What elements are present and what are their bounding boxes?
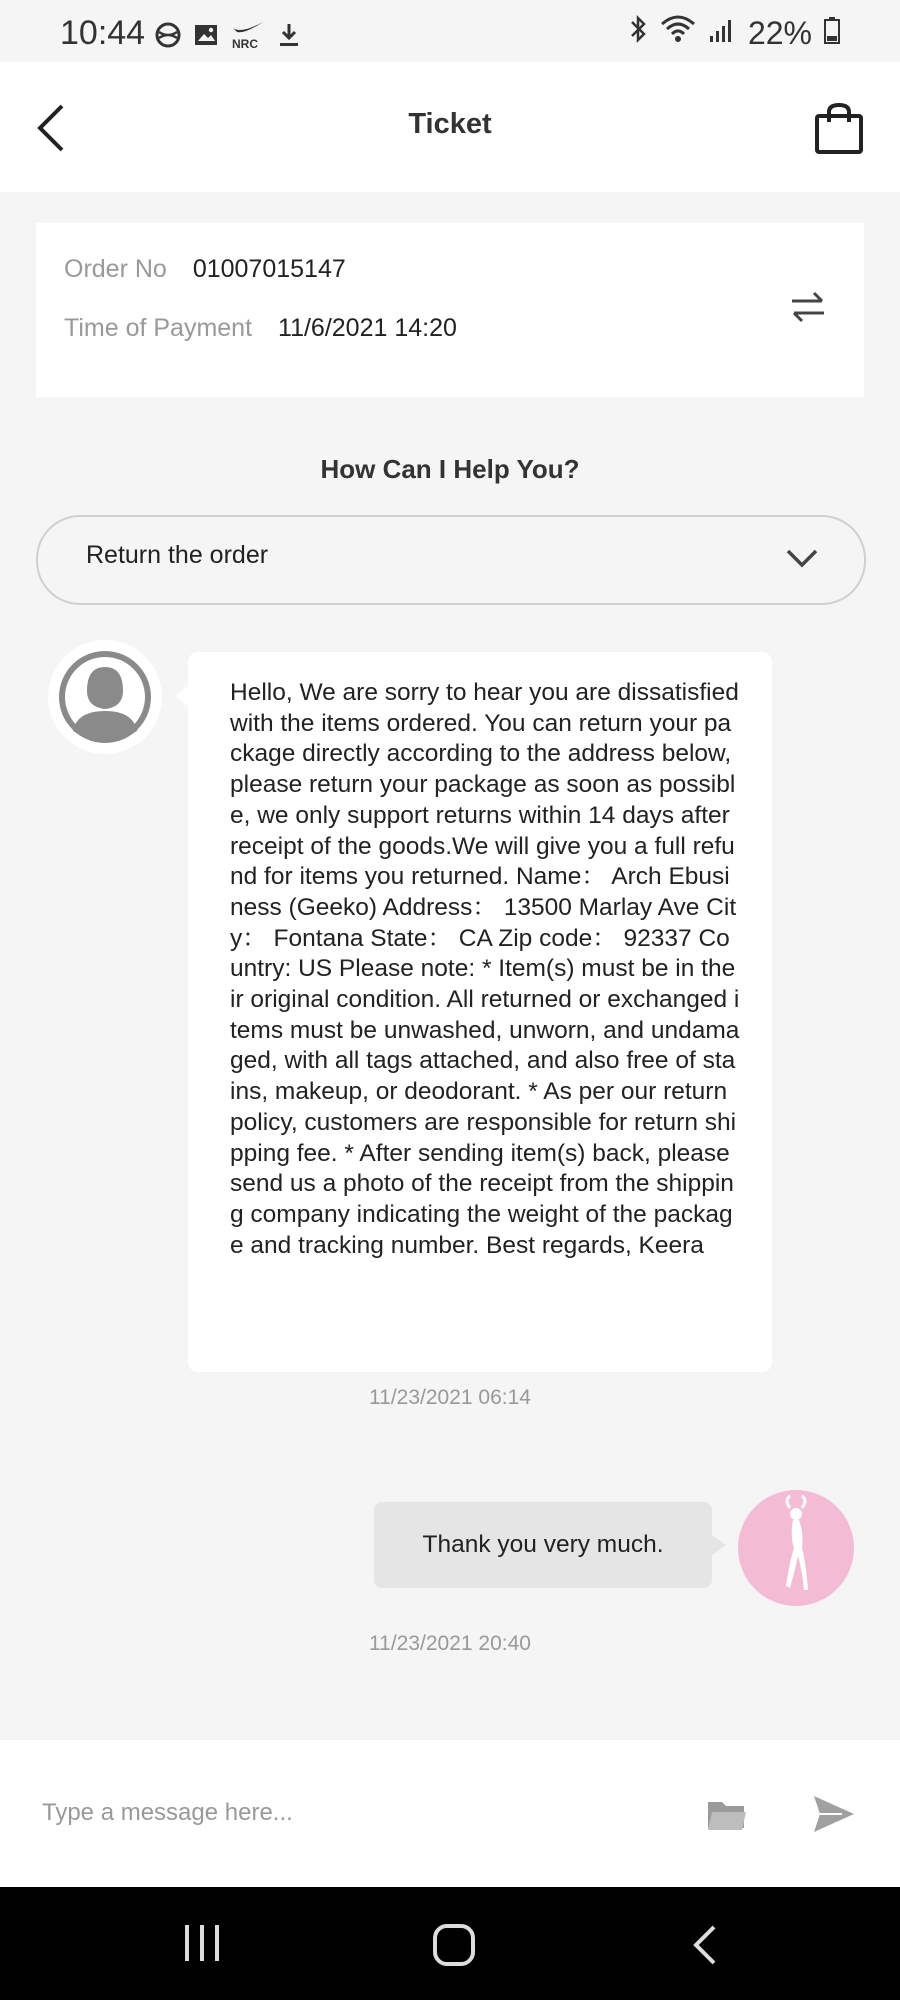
image-icon — [193, 22, 219, 53]
payment-time-label: Time of Payment — [64, 314, 253, 342]
swap-arrows-icon — [788, 289, 828, 325]
status-bar — [0, 0, 900, 62]
user-message-bubble — [374, 1502, 712, 1588]
system-nav-bar — [0, 1887, 900, 2000]
status-time: 10:44 — [60, 14, 146, 52]
default-person-icon — [57, 649, 153, 745]
system-back-icon — [690, 1923, 718, 1967]
shopping-bag-icon — [814, 102, 864, 156]
page-title: Ticket — [408, 108, 492, 140]
header-bar — [0, 62, 900, 192]
order-info-card — [36, 223, 864, 397]
notification-icons — [155, 20, 301, 55]
agent-message-bubble — [188, 652, 772, 1372]
agent-message-text: Hello, We are sorry to hear you are dissatisfied with the items ordered. You can return your package directly according to the address below, please return your package as soon as possible, we only support returns within 14 days after receipt of the goods.We will give you a full refund for items you returned. Name： Arch Ebusiness (Geeko) Address： 13500 Marlay Ave City： Fontana State： CA Zip code： 92337 Country: US Please note: * Item(s) must be in their original condition. All returned or exchanged items must be unwashed, unworn, and undamaged, with all tags attached, and also free of stains, makeup, or deodorant. * As per our return policy, customers are responsible for return shipping fee. * After sending item(s) back, please send us a photo of the receipt from the shipping company indicating the weight of the package and tracking number. Best regards, Keera — [230, 679, 740, 1259]
help-title: How Can I Help You? — [320, 454, 580, 484]
user-avatar — [738, 1490, 854, 1606]
shopping-bag-button[interactable] — [814, 102, 870, 162]
message-input[interactable] — [40, 1784, 664, 1842]
recent-apps-icon — [182, 1923, 222, 1963]
help-topic-value: Return the order — [86, 541, 269, 569]
user-message-text: Thank you very much. — [422, 1531, 664, 1558]
message-composer — [0, 1740, 900, 1887]
nike-nrc-icon — [231, 20, 265, 55]
agent-message-timestamp: 11/23/2021 06:14 — [369, 1386, 531, 1409]
recent-apps-button[interactable] — [182, 1923, 222, 1968]
bluetooth-icon — [628, 14, 648, 52]
agent-avatar — [48, 640, 162, 754]
switch-order-button[interactable] — [788, 289, 828, 325]
status-right — [628, 14, 840, 52]
chevron-down-icon — [784, 547, 820, 571]
order-number-label: Order No — [64, 255, 167, 283]
order-number-row — [64, 255, 346, 284]
user-silhouette-icon — [738, 1490, 854, 1606]
home-icon — [432, 1923, 476, 1967]
battery-icon — [824, 15, 840, 52]
nrc-text: NRC — [232, 37, 258, 50]
system-back-button[interactable] — [690, 1923, 718, 1972]
help-topic-select[interactable] — [36, 515, 866, 605]
user-message-timestamp: 11/23/2021 20:40 — [369, 1632, 531, 1655]
battery-percent: 22% — [747, 14, 812, 51]
home-button[interactable] — [432, 1923, 476, 1972]
send-icon — [812, 1794, 856, 1834]
world-icon — [155, 22, 181, 53]
signal-icon — [708, 15, 736, 52]
send-button[interactable] — [812, 1794, 856, 1834]
download-icon — [277, 22, 301, 53]
order-number-value: 01007015147 — [192, 255, 346, 283]
payment-time-value: 11/6/2021 14:20 — [278, 314, 457, 342]
attach-file-button[interactable] — [706, 1798, 748, 1832]
folder-icon — [706, 1798, 748, 1832]
payment-time-row — [64, 314, 457, 343]
wifi-icon — [660, 14, 696, 52]
